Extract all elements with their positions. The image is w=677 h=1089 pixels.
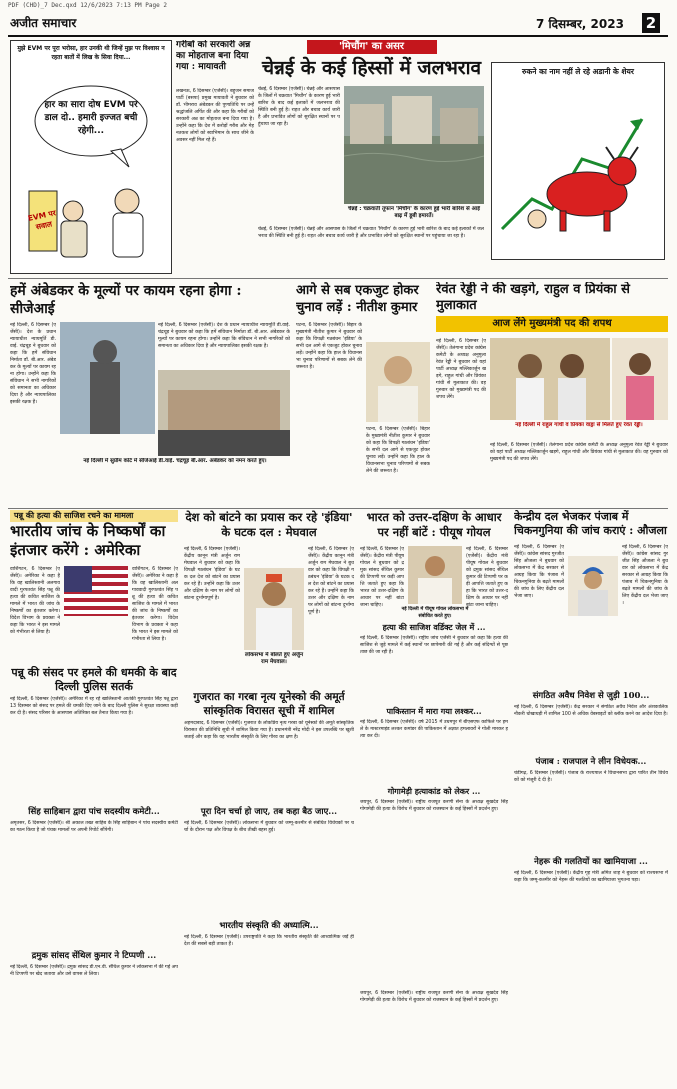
subhead-banner: आज लेंगे मुख्यमंत्री पद की शपथ bbox=[436, 316, 668, 332]
headline: गरीबों को सरकारी अन्न का मोहताज बना दिया गया : मायावती bbox=[176, 40, 251, 72]
story-cji bbox=[10, 282, 290, 504]
story-gogamedi-continued: जयपुर, 6 दिसम्बर (एजेंसी)। राष्ट्रीय राजपूत करणी सेना के अध्यक्ष सुखदेव सिंह गोगामेड़ी की हत्या के विरोध में बुधवार को राजस्थान के कई हिस्सों में प्रदर्शन हुए। bbox=[360, 991, 508, 1003]
story-body-2: पटना, 6 दिसम्बर (एजेंसी)। बिहार के मुख्यमंत्री नीतीश कुमार ने बुधवार को कहा कि विपक्षी गठबंधन 'इंडिया' के सभी दल आगे से एकजुट होकर चुनाव लड़ें। उन्होंने कहा कि हाल के विधानसभा चुनाव परिणामों से सबक लेने की जरूरत है। bbox=[366, 427, 430, 474]
meghwal-photo bbox=[244, 568, 304, 650]
story-body-2: नई दिल्ली, 6 दिसम्बर (एजेंसी)। कांग्रेस सांसद गुरजीत सिंह औजला ने बुधवार को लोकसभा में केंद्र सरकार से आग्रह किया कि पंजाब में चिकनगुनिया के बढ़ते मामलों की जांच के लिए केंद्रीय दल भेजा जाए। bbox=[622, 545, 668, 606]
headline: रेवंत रेड्डी ने की खड़गे, राहुल व प्रियंका से मुलाकात bbox=[436, 282, 630, 313]
headline: संगठित अवैध निवेश से जुड़ी 100... bbox=[532, 691, 650, 701]
divider bbox=[8, 278, 668, 279]
aujla-photo bbox=[568, 556, 618, 616]
story-pakistan bbox=[360, 706, 508, 782]
story-garba bbox=[184, 690, 354, 800]
story-body: नई दिल्ली, 6 दिसम्बर (एजेंसी)। राष्ट्रीय जांच एजेंसी ने बुधवार को कहा कि हत्या की साजिश से जुड़े मामले में कई स्थानों पर छापेमारी की गई है और कई संदिग्धों से पूछताछ की जा रही है। bbox=[360, 636, 508, 655]
story-body: नई दिल्ली, 6 दिसम्बर (एजेंसी)। कांग्रेस सांसद गुरजीत सिंह औजला ने बुधवार को लोकसभा में केंद्र सरकार से आग्रह किया कि पंजाब में चिकनगुनिया के बढ़ते मामलों की जांच के लिए केंद्रीय दल भेजा जाए। bbox=[514, 545, 564, 599]
page-number: 2 bbox=[642, 13, 660, 33]
story-aujla bbox=[514, 510, 668, 686]
story-rajpal bbox=[514, 756, 668, 852]
story-nehru bbox=[514, 856, 668, 1082]
headline: द्रमुक सांसद सेंथिल कुमार ने टिप्पणी ... bbox=[31, 951, 157, 961]
story-gogamedi bbox=[360, 786, 508, 986]
divider bbox=[8, 508, 668, 509]
issue-date: 7 दिसम्बर, 2023 bbox=[536, 17, 624, 31]
story-body: नई दिल्ली, 6 दिसम्बर (एजेंसी)। केंद्रीय मंत्री पीयूष गोयल ने बुधवार को द्रमुक सांसद सेंथिल कुमार की टिप्पणी पर कड़ी आपत्ति जताते हुए कहा कि भारत को उत्तर-दक्षिण के आधार पर नहीं बांटा जाना चाहिए। bbox=[360, 547, 404, 608]
story-body: अमृतसर, 6 दिसम्बर (एजेंसी)। श्री अकाल तख्त साहिब के सिंह साहिबान ने पांच सदस्यीय कमेटी का गठन किया है जो पंथक मामलों पर अपनी रिपोर्ट सौंपेगी। bbox=[10, 821, 178, 833]
story-pannu-threat bbox=[10, 666, 178, 754]
photo-caption: चेन्नई : चक्रवाती तूफान 'मिचौंग' के कारण हुई भारी बारिश से आई बाढ़ में डूबी इमारतें। bbox=[347, 206, 480, 219]
story-mayawati bbox=[176, 40, 254, 272]
photo-caption: लोकसभा में बोलते हुए अर्जुन राम मेघवाल। bbox=[244, 652, 304, 665]
headline: नेहरू की गलतियों का खामियाजा ... bbox=[534, 857, 648, 867]
story-goyal bbox=[360, 510, 508, 618]
story-meghwal bbox=[184, 510, 354, 686]
supreme-court-photo bbox=[158, 370, 290, 456]
story-body: नई दिल्ली, 6 दिसम्बर (एजेंसी)। उपराष्ट्रपति ने कहा कि भारतीय संस्कृति की आध्यात्मिक जड़ें ही देश की सबसे बड़ी ताकत हैं। bbox=[184, 935, 354, 947]
photo-caption: नई दिल्ली में सुप्रीम कोर्ट में सीजेआई डी.वाई. चंद्रचूड़ बी.आर. अंबेडकर को नमन करते हुए। bbox=[83, 458, 267, 464]
headline: चेन्नई के कई हिस्सों में जलभराव bbox=[261, 57, 482, 79]
headline: पाकिस्तान में मारा गया लश्कर... bbox=[386, 706, 482, 716]
headline: भारतीय संस्कृति की अध्यात्मि... bbox=[219, 921, 319, 931]
story-body-2: नई दिल्ली, 6 दिसम्बर (एजेंसी)। केंद्रीय कानून मंत्री अर्जुन राम मेघवाल ने बुधवार को कहा कि विपक्षी गठबंधन 'इंडिया' के घटक दल देश को बांटने का प्रयास कर रहे हैं। उन्होंने कहा कि उत्तर और दक्षिण के नाम पर लोगों को बांटना दुर्भाग्यपूर्ण है। bbox=[308, 547, 354, 615]
headline: सिंह साहिबान द्वारा पांच सदस्यीय कमेटी... bbox=[28, 807, 160, 817]
headline: पूरा दिन चर्चा हो जाए, तब कहा बैठ जाए... bbox=[200, 807, 338, 817]
headline: हत्या की साजिश वर्डिक्ट जेल में ... bbox=[382, 622, 486, 632]
newspaper-name: अजीत समाचार bbox=[10, 16, 77, 30]
story-revanth bbox=[436, 282, 668, 504]
story-body: नई दिल्ली, 6 दिसम्बर (एजेंसी)। केंद्र सरकार ने संगठित अवैध निवेश और अंशकालिक नौकरी धोखाधड़ी में शामिल 100 से अधिक वेबसाइटों को ब्लॉक करने का आदेश दिया है। bbox=[514, 705, 668, 717]
flood-photo bbox=[344, 86, 484, 204]
story-sikh bbox=[10, 806, 178, 946]
story-body-continued: चेन्नई, 6 दिसम्बर (एजेंसी)। चेन्नई और आसपास के जिलों में चक्रवात 'मिचौंग' के कारण हुई भारी बारिश के बाद कई इलाकों में जलभराव की स्थिति बनी हुई है। राहत और बचाव कार्य जारी है और प्रभावित लोगों को सुरक्षित स्थानों पर पहुंचाया जा रहा है। bbox=[258, 227, 484, 239]
story-body-2: वाशिंगटन, 6 दिसम्बर (एजेंसी)। अमेरिका ने कहा है कि वह खालिस्तानी अलगाववादी गुरपतवंत सिंह पन्नू की हत्या की कथित साजिश के मामले में भारत की जांच के निष्कर्षों का इंतजार करेगा। विदेश विभाग के प्रवक्ता ने कहा कि भारत ने इस मामले को गंभीरता से लिया है। bbox=[132, 567, 178, 642]
story-body-2: नई दिल्ली, 6 दिसम्बर (एजेंसी)। केंद्रीय मंत्री पीयूष गोयल ने बुधवार को द्रमुक सांसद सेंथिल कुमार की टिप्पणी पर कड़ी आपत्ति जताते हुए कहा कि भारत को उत्तर-दक्षिण के आधार पर नहीं बांटा जाना चाहिए। bbox=[466, 547, 508, 608]
story-body: जयपुर, 6 दिसम्बर (एजेंसी)। राष्ट्रीय राजपूत करणी सेना के अध्यक्ष सुखदेव सिंह गोगामेड़ी की हत्या के विरोध में बुधवार को राजस्थान के कई हिस्सों में प्रदर्शन हुए। bbox=[360, 800, 508, 812]
right-cartoon-text: रुकने का नाम नहीं ले रहे अडानी के शेयर bbox=[522, 67, 634, 76]
headline: गोगामेड़ी हत्याकांड को लेकर ... bbox=[387, 786, 481, 796]
cartoon-drawing bbox=[11, 41, 171, 273]
priyanka-photo bbox=[612, 338, 668, 420]
right-cartoon bbox=[491, 62, 665, 260]
story-body: नई दिल्ली, 6 दिसम्बर (एजेंसी)। देश के प्रधान न्यायाधीश न्यायमूर्ति डी.वाई. चंद्रचूड़ ने बुधवार को कहा कि हमें संविधान निर्माता डॉ. बी.आर. अंबेडकर के मूल्यों पर कायम रहना होगा। उन्होंने कहा कि संविधान ने सभी नागरिकों को समानता का अधिकार दिया है और न्यायपालिका इसकी रक्षक है। bbox=[10, 323, 56, 405]
story-body-2: नई दिल्ली, 6 दिसम्बर (एजेंसी)। तेलंगाना प्रदेश कांग्रेस कमेटी के अध्यक्ष अनुमुला रेवंत रेड्डी ने बुधवार को यहां पार्टी अध्यक्ष मल्लिकार्जुन खड़गे, राहुल गांधी और प्रियंका गांधी से मुलाकात की। वह गुरुवार को मुख्यमंत्री पद की शपथ लेंगे। bbox=[490, 443, 668, 462]
headline: पंजाब : राजपाल ने लीन विधेयक... bbox=[535, 757, 647, 767]
story-body: नई दिल्ली, 6 दिसम्बर (एजेंसी)। लोकसभा में बुधवार को जम्मू-कश्मीर से संबंधित विधेयकों पर चर्चा के दौरान पक्ष और विपक्ष के बीच तीखी बहस हुई। bbox=[184, 821, 354, 833]
story-body: लखनऊ, 6 दिसम्बर (एजेंसी)। बहुजन समाज पार्टी (बसपा) प्रमुख मायावती ने बुधवार को डॉ. भीमराव अंबेडकर की पुण्यतिथि पर उन्हें श्रद्धांजलि अर्पित की और कहा कि गरीबों को सरकारी अन्न का मोहताज बना दिया गया है। उन्होंने कहा कि देश में करोड़ों गरीब और मेहनतकश लोगों को स्वाभिमान के साथ जीने के अवसर नहीं मिल रहे हैं। bbox=[176, 89, 254, 143]
story-body: चेन्नई, 6 दिसम्बर (एजेंसी)। चेन्नई और आसपास के जिलों में चक्रवात 'मिचौंग' के कारण हुई भारी बारिश के बाद कई इलाकों में जलभराव की स्थिति बनी हुई है। राहत और बचाव कार्य जारी है और प्रभावित लोगों को सुरक्षित स्थानों पर पहुंचाया जा रहा है। bbox=[258, 87, 340, 127]
story-mp bbox=[184, 806, 354, 916]
story-body: नई दिल्ली, 6 दिसम्बर (एजेंसी)। केंद्रीय गृह मंत्री अमित शाह ने बुधवार को राज्यसभा में कहा कि जम्मू-कश्मीर को नेहरू की गलतियों का खामियाजा भुगतना पड़ा। bbox=[514, 871, 668, 883]
cartoon-speech-bubble: हार का सारा दोष EVM पर डाल दो.. हमारी इज्जत बची रहेगी... bbox=[44, 100, 138, 136]
story-investment bbox=[514, 690, 668, 752]
kicker: पन्नू की हत्या की साजिश रचने का मामला bbox=[10, 510, 178, 522]
story-body: वाशिंगटन, 6 दिसम्बर (एजेंसी)। अमेरिका ने कहा है कि वह खालिस्तानी अलगाववादी गुरपतवंत सिंह पन्नू की हत्या की कथित साजिश के मामले में भारत की जांच के निष्कर्षों का इंतजार करेगा। विदेश विभाग के प्रवक्ता ने कहा कि भारत ने इस मामले को गंभीरता से लिया है। bbox=[10, 567, 60, 635]
photo-caption: नई दिल्ली में राहुल गांधी व प्रियंका वाड्रा से मिलते हुए रेवंत रेड्डी। bbox=[515, 422, 643, 428]
story-culture bbox=[184, 920, 354, 1082]
story-michaung bbox=[258, 40, 485, 272]
us-flag-image bbox=[64, 566, 128, 616]
story-conspiracy bbox=[360, 622, 508, 702]
story-nitish bbox=[296, 282, 430, 504]
headline: हमें अंबेडकर के मूल्यों पर कायम रहना होगा : सीजेआई bbox=[10, 283, 242, 317]
headline: आगे से सब एकजुट होकर चुनाव लड़ें : नीतीश कुमार bbox=[296, 283, 419, 315]
revanth-rahul-photo bbox=[490, 338, 610, 420]
story-body-2: नई दिल्ली, 6 दिसम्बर (एजेंसी)। देश के प्रधान न्यायाधीश न्यायमूर्ति डी.वाई. चंद्रचूड़ ने बुधवार को कहा कि हमें संविधान निर्माता डॉ. बी.आर. अंबेडकर के मूल्यों पर कायम रहना होगा। उन्होंने कहा कि संविधान ने सभी नागरिकों को समानता का अधिकार दिया है और न्यायपालिका इसकी रक्षक है। bbox=[158, 323, 290, 349]
story-dmk bbox=[10, 950, 178, 1082]
story-body: अहमदाबाद, 6 दिसम्बर (एजेंसी)। गुजरात के लोकप्रिय नृत्य गरबा को यूनेस्को की अमूर्त सांस्कृतिक विरासत की प्रतिनिधि सूची में शामिल किया गया है। प्रधानमंत्री नरेंद्र मोदी ने इस उपलब्धि पर खुशी जताई और कहा कि यह भारतीय संस्कृति के लिए गौरव का क्षण है। bbox=[184, 721, 354, 740]
story-body: नई दिल्ली, 6 दिसम्बर (एजेंसी)। द्रमुक सांसद डी.एन.वी. सेंथिल कुमार ने लोकसभा में की गई अपनी टिप्पणी पर खेद जताया और उसे वापस ले लिया। bbox=[10, 965, 178, 977]
story-body: नई दिल्ली, 6 दिसम्बर (एजेंसी)। केंद्रीय कानून मंत्री अर्जुन राम मेघवाल ने बुधवार को कहा कि विपक्षी गठबंधन 'इंडिया' के घटक दल देश को बांटने का प्रयास कर रहे हैं। उन्होंने कहा कि उत्तर और दक्षिण के नाम पर लोगों को बांटना दुर्भाग्यपूर्ण है। bbox=[184, 547, 240, 601]
story-body: नई दिल्ली, 6 दिसम्बर (एजेंसी)। तेलंगाना प्रदेश कांग्रेस कमेटी के अध्यक्ष अनुमुला रेवंत रेड्डी ने बुधवार को यहां पार्टी अध्यक्ष मल्लिकार्जुन खड़गे, राहुल गांधी और प्रियंका गांधी से मुलाकात की। वह गुरुवार को मुख्यमंत्री पद की शपथ लेंगे। bbox=[436, 339, 486, 400]
editorial-cartoon bbox=[10, 40, 172, 274]
photo-caption: नई दिल्ली में पीयूष गोयल लोकसभा में संबोधित करते हुए। bbox=[401, 607, 469, 619]
headline: भारतीय जांच के निष्कर्षों का इंतजार करेंगे : अमेरिका bbox=[10, 522, 166, 559]
story-pannu-probe bbox=[10, 510, 178, 664]
cartoon-sign: EVM पर सवाल bbox=[27, 208, 57, 232]
cartoon-caption: मुझे EVM पर पूरा भरोसा, हार उनकी थी जिन्हें मुझ पर विश्वास न रहता बातों में लिख के सिवा दिया... bbox=[17, 45, 165, 61]
bull-drawing bbox=[492, 79, 664, 259]
print-slug: PDF (CHD)_7 Dec.qxd 12/6/2023 7:13 PM Page 2 bbox=[8, 2, 167, 9]
headline: केन्द्रीय दल भेजकर पंजाब में चिकनगुनिया की जांच कराएं : औजला bbox=[514, 510, 667, 537]
header-rule bbox=[8, 35, 668, 37]
goyal-photo bbox=[408, 546, 462, 604]
headline: भारत को उत्तर-दक्षिण के आधार पर नहीं बांटें : पीयूष गोयल bbox=[366, 510, 502, 539]
story-body: पटना, 6 दिसम्बर (एजेंसी)। बिहार के मुख्यमंत्री नीतीश कुमार ने बुधवार को कहा कि विपक्षी गठबंधन 'इंडिया' के सभी दल आगे से एकजुट होकर चुनाव लड़ें। उन्होंने कहा कि हाल के विधानसभा चुनाव परिणामों से सबक लेने की जरूरत है। bbox=[296, 323, 362, 370]
nitish-kumar-photo bbox=[366, 342, 430, 422]
ambedkar-statue-photo bbox=[60, 322, 155, 434]
headline: देश को बांटने का प्रयास कर रहे 'इंडिया' के घटक दल : मेघवाल bbox=[185, 510, 353, 539]
story-body: नई दिल्ली, 6 दिसम्बर (एजेंसी)। अमेरिका में रह रहे खालिस्तानी आतंकी गुरपतवंत सिंह पन्नू द्वारा 13 दिसम्बर को संसद पर हमले की धमकी दिए जाने के बाद दिल्ली पुलिस ने सुरक्षा व्यवस्था कड़ी कर दी है। संसद परिसर के आसपास अतिरिक्त बल तैनात किया गया है। bbox=[10, 697, 178, 716]
story-body: नई दिल्ली, 6 दिसम्बर (एजेंसी)। वर्ष 2015 में उधमपुर में बीएसएफ काफिले पर हमले के मास्टरमाइंड लश्कर कमांडर की पाकिस्तान में अज्ञात हमलावरों ने गोली मारकर हत्या कर दी। bbox=[360, 720, 508, 739]
headline: गुजरात का गरबा नृत्य यूनेस्को की अमूर्त सांस्कृतिक विरासत सूची में शामिल bbox=[193, 691, 345, 717]
kicker: 'मिचौंग' का असर bbox=[307, 40, 437, 54]
story-body: चंडीगढ़, 6 दिसम्बर (एजेंसी)। पंजाब के राज्यपाल ने विधानसभा द्वारा पारित तीन विधेयकों को मंजूरी दे दी है। bbox=[514, 771, 668, 783]
headline: पन्नू की संसद पर हमले की धमकी के बाद दिल्ली पुलिस सतर्क bbox=[11, 666, 177, 693]
